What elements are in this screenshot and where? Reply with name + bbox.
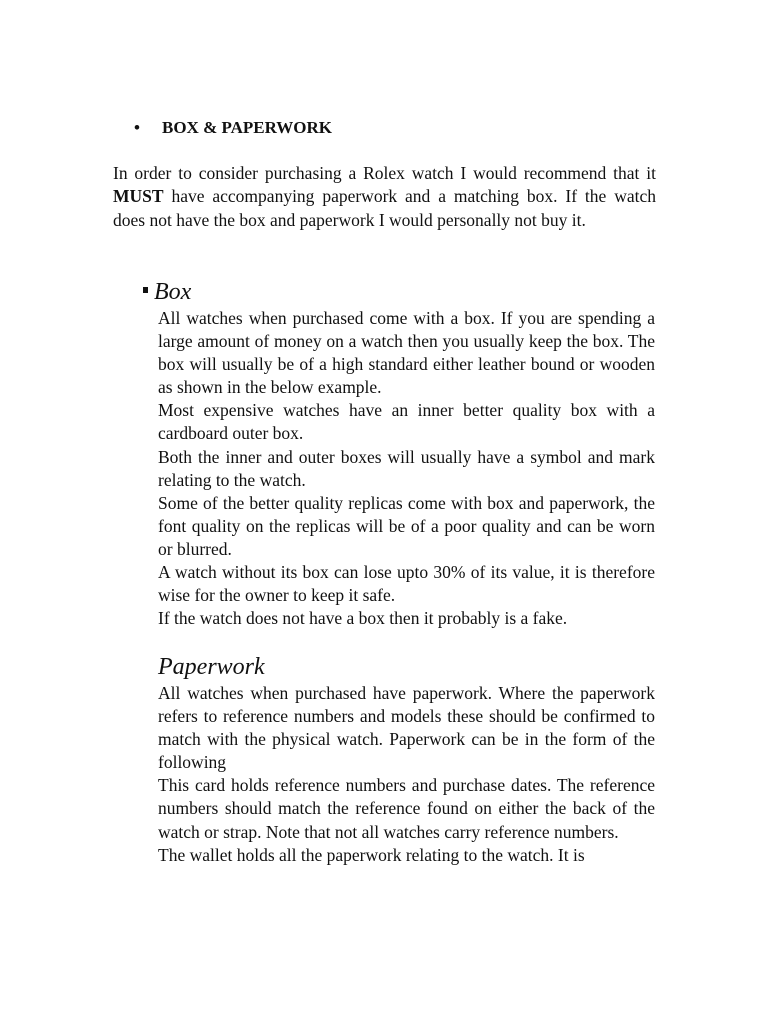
- intro-text-end: have accompanying paperwork and a matching box. If the watch does not have the box and paperwork I would personally not buy it.: [113, 186, 656, 230]
- paperwork-heading: [158, 653, 265, 681]
- box-paragraph: All watches when purchased come with a box. If you are spending a large amount of money on a watch then you usually keep the box. The box will usually be of a high standard either leather bound or wooden as shown in the below example.: [158, 308, 655, 398]
- paperwork-paragraph: This card holds reference numbers and purchase dates. The reference numbers should match the reference found on either the back of the watch or strap. Note that not all watches carry reference numbers.: [158, 775, 655, 842]
- section-title: BOX & PAPERWORK: [162, 118, 333, 137]
- intro-paragraph: [113, 162, 656, 232]
- box-paragraph: Some of the better quality replicas come with box and paperwork, the font quality on the replicas will be of a poor quality and can be worn or blurred.: [158, 492, 655, 559]
- box-paragraph: If the watch does not have a box then it probably is a fake.: [158, 608, 568, 629]
- paperwork-paragraph: All watches when purchased have paperwork. Where the paperwork refers to reference numbers and models these should be confirmed to match with the physical watch. Paperwork can be in the form of the following: [158, 683, 655, 773]
- paperwork-paragraph: The wallet holds all the paperwork relating to the watch. It is: [158, 844, 585, 865]
- bullet-icon: •: [134, 118, 140, 137]
- box-paragraph: Most expensive watches have an inner better quality box with a cardboard outer box.: [158, 400, 655, 444]
- box-section-body: [158, 307, 655, 630]
- section-heading: [134, 117, 332, 139]
- box-heading: [143, 278, 191, 306]
- paperwork-section-body: [158, 682, 655, 867]
- square-bullet-icon: [143, 287, 148, 293]
- box-paragraph: A watch without its box can lose upto 30% of its value, it is therefore wise for the owner to keep it safe.: [158, 562, 655, 606]
- box-heading-text: Box: [154, 279, 192, 305]
- intro-text-start: In order to consider purchasing a Rolex watch I would recommend that it: [113, 163, 656, 183]
- box-paragraph: Both the inner and outer boxes will usually have a symbol and mark relating to the watch.: [158, 446, 655, 490]
- intro-emphasis: MUST: [113, 186, 164, 207]
- paperwork-heading-text: Paperwork: [158, 654, 265, 680]
